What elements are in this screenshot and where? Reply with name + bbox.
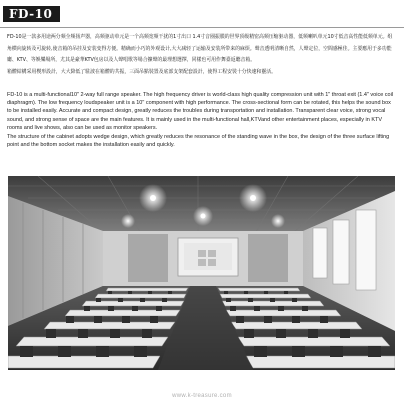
conference-hall-photo — [8, 176, 395, 370]
english-paragraph-2: The structure of the cabinet adopts wedge design, which greatly reduces the resonance of the standing wave in the box, the design of the three surface lifting point and the bottom socket makes the installation easily and quickly. — [7, 134, 390, 149]
english-paragraph-1: FD-10 is a multi-functional10" 2-way full range speaker. The high frequency driver is world-class high quality compression unit with 1" throat exit (1.4" voice coil diaphragm). The low frequency loudspeaker unit is a 10" component with high performance. The cross-sectional form can be rotated, this helps the sound box to be installed easily. Accurate and compact design, greatly reduces the troubles during transportation and installation. Transparent clear voice, strong vocal sound, and strong sense of space are the main features. It is mainly used in the multi-functional hall,KTVand other entertainment places, especially in KTV rooms and live shows, also can be used as monitor speakers. — [7, 92, 394, 131]
website-url: www.k-treasure.com — [172, 393, 232, 399]
english-description — [7, 91, 397, 149]
title-divider — [0, 27, 404, 28]
conference-hall-illustration — [8, 176, 395, 370]
product-title: FD-10 — [9, 7, 53, 21]
chinese-paragraph-1: FD-10是一款多用途两分频全频扬声器，高频驱动单元是一个高频宽频干扰的1寸出口 1.4寸音圈振膜的世界顶级精密高频压缩驱动器，低频喇叭单元10寸低音高性能低频单元。组角横向旋转及可旋转,使音箱的吊挂及安装变得方便。精确而小巧的外观设计,大大减轻了运输及安装所带来的麻烦。聲音透明清晰自然，人聲定位，空間感極佳。主要應用于多功能廳、KTV、等娛樂場所，尤其是豪華KTV包房以及人聲唱歌等場合擴聲的最理想選擇，同樣也可用作舞臺返聽音箱。 — [7, 34, 393, 63]
chinese-paragraph-2: 箱體結構采用楔形設計，大大降低了駐波在箱體的共振，三面吊點裝置及底部支架配套設計，使得工程安裝十分快速和靈活。 — [7, 68, 276, 75]
header-bar — [0, 0, 404, 20]
product-title-box — [3, 6, 60, 22]
chinese-description — [7, 32, 397, 78]
